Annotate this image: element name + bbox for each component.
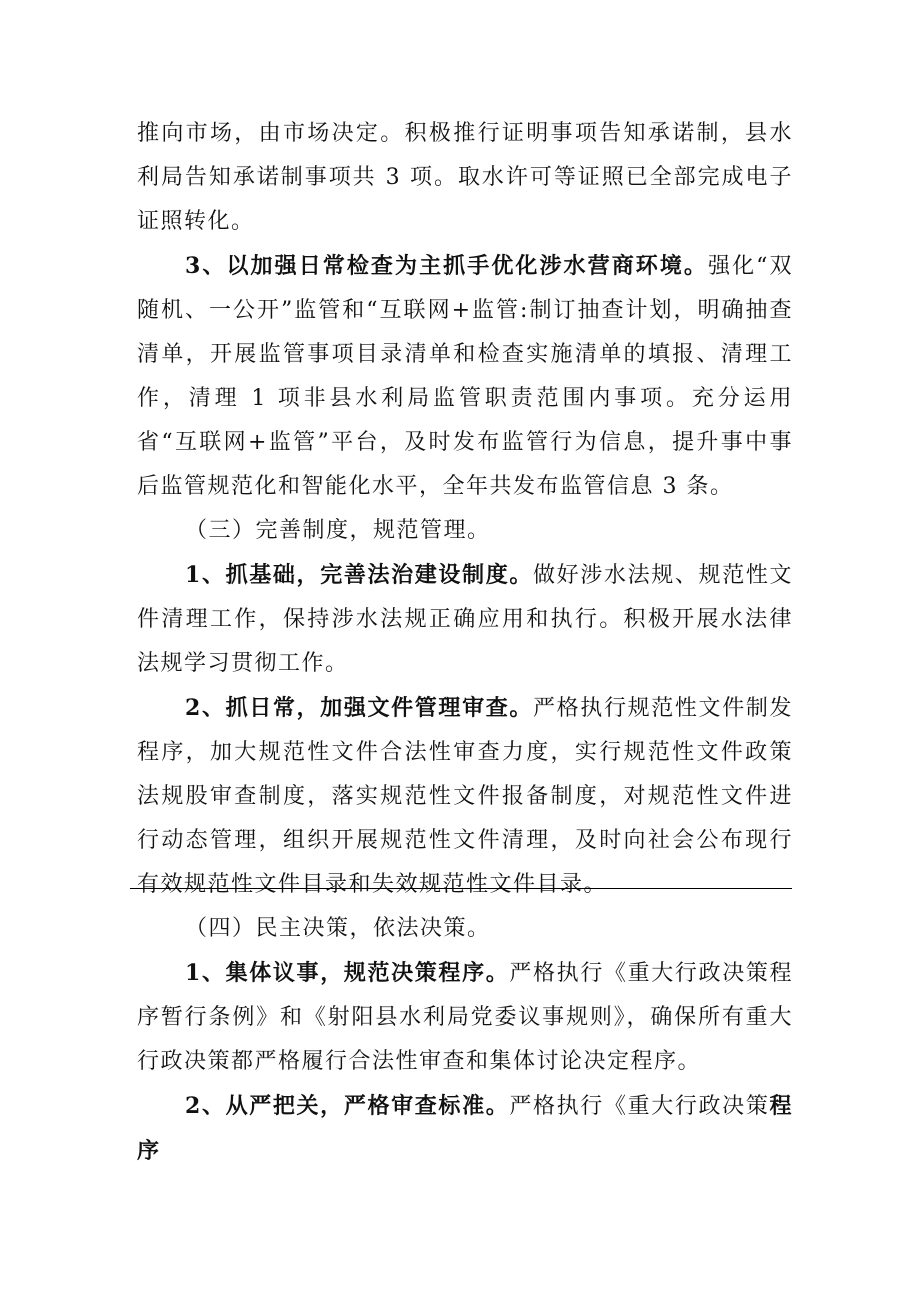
paragraph-item-2-document-review	[137, 686, 793, 907]
paragraph-text: 严格执行《重大行政决策程序暂行条例》和《射阳县水利局党委议事规则》，确保所有重大行政决策都严格履行合法性审查和集体讨论决定程序。	[137, 961, 793, 1074]
paragraph-text: 推向市场，由市场决定。积极推行证明事项告知承诺制，县水利局告知承诺制事项共 3 项。取水许可等证照已全部完成电子证照转化。	[137, 121, 793, 234]
paragraph-text: 强化“双随机、一公开”监管和“互联网+监管:制订抽查计划，明确抽查清单，开展监管事项目录清单和检查实施清单的填报、清理工作，清理 1 项非县水利局监管职责范围内事项。充分运用省“互联网+监管”平台，及时发布监管行为信息，提升事中事后监管规范化和智能化水平，全年共发布监管信息 3 条。	[137, 254, 793, 499]
paragraph-text: 严格执行《重大行政决策	[509, 1094, 770, 1119]
paragraph-heading: 1、集体议事，规范决策程序。	[185, 960, 510, 986]
paragraph-item-1-foundation	[137, 553, 793, 686]
paragraph-heading: 3、以加强日常检查为主抓手优化涉水营商环境。	[185, 253, 709, 279]
section-heading-text: （四）民主决策，依法决策。	[185, 916, 491, 941]
section-heading-3	[137, 509, 793, 553]
paragraph-heading: 2、抓日常，加强文件管理审查。	[185, 695, 534, 721]
section-heading-text: （三）完善制度，规范管理。	[185, 518, 491, 543]
paragraph-item-3-business-environment	[137, 244, 793, 509]
paragraph-heading: 2、从严把关，严格审查标准。	[185, 1093, 510, 1119]
paragraph-text-bold-tail: 程序	[137, 1093, 793, 1164]
section-heading-4	[137, 907, 793, 951]
paragraph-item-1-collective-decision	[137, 951, 793, 1084]
paragraph-heading: 1、抓基础，完善法治建设制度。	[185, 562, 534, 588]
paragraph-item-2-strict-review	[137, 1084, 793, 1174]
document-body	[137, 112, 793, 1174]
paragraph-text: 严格执行规范性文件制发程序，加大规范性文件合法性审查力度，实行规范性文件政策法规股审查制度，落实规范性文件报备制度，对规范性文件进行动态管理，组织开展规范性文件清理，及时向社会公布现行有效规范性文件目录和失效规范性文件目录。	[137, 696, 793, 897]
paragraph-continuation	[137, 112, 793, 244]
paragraph-text: 做好涉水法规、规范性文件清理工作，保持涉水法规正确应用和执行。积极开展水法律法规学习贯彻工作。	[137, 563, 793, 676]
horizontal-divider	[130, 888, 792, 889]
